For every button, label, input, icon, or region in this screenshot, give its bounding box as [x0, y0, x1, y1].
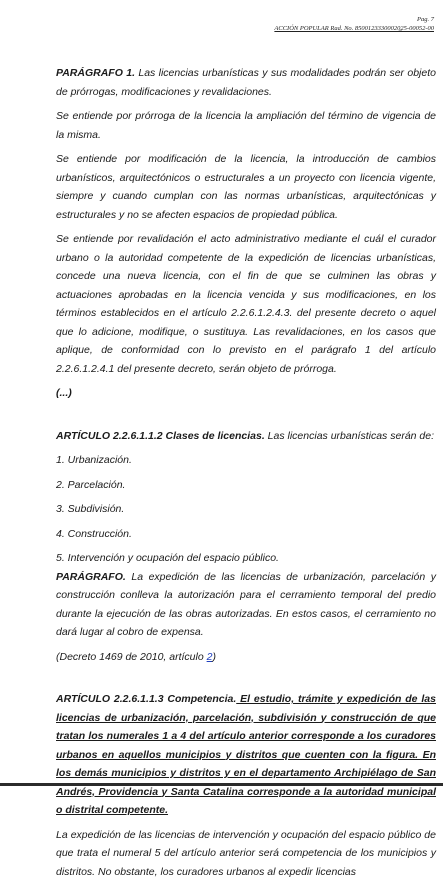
- article-competencia-underlined: El estudio, trámite y expedición de las licencias de urbanización, parcelación, subdivisión y construcción de que tratan los numerales 1 a 4 del artículo anterior corresponde a los curadores urbanos en aquellos municipios y distritos que cuenten con la figura. En los demás municipios y distritos y en el departamento Archipiélago de San Andrés, Providencia y Santa Catalina corresponde a la autoridad municipal o distrital competente.: [56, 693, 436, 816]
- paragrafo-1-text: Las licencias urbanísticas y sus modalidades podrán ser objeto de prórrogas, modificaciones y revalidaciones.: [56, 67, 436, 98]
- list-item: 3. Subdivisión.: [56, 500, 436, 519]
- paragraph-revalidacion: Se entiende por revalidación el acto administrativo mediante el cuál el curador urbano o la autoridad competente de la expedición de licencias urbanísticas, concede una nueva licencia, con el fin de que se culminen las obras y actuaciones aprobadas en la licencia vencida y sus modificaciones, en los términos establecidos en el artículo 2.2.6.1.2.4.3. del presente decreto o aquel que lo adicione, modifique, o sustituya. Las revalidaciones, en los casos que aplique, de conformidad con lo previsto en el parágrafo 1 del artículo 2.2.6.1.2.4.1 del presente decreto, serán objeto de prórroga.: [56, 230, 436, 378]
- list-item: 4. Construcción.: [56, 525, 436, 544]
- list-item: 5. Intervención y ocupación del espacio público.: [56, 549, 436, 568]
- article-clases-text: Las licencias urbanísticas serán de:: [265, 430, 434, 442]
- case-reference: ACCIÓN POPULAR Rad. No. 85001233300020̲25-00052-00: [274, 25, 434, 34]
- citation-link[interactable]: 2: [207, 651, 213, 663]
- article-clases-de-licencias: [56, 427, 436, 446]
- page-header: [274, 16, 434, 33]
- page-number: Pag. 7: [274, 16, 434, 25]
- citation: (Decreto 1469 de 2010, artículo 2): [56, 648, 436, 667]
- paragraph-modificacion: Se entiende por modificación de la licencia, la introducción de cambios urbanísticos, arquitectónicos o estructurales a un proyecto con licencia vigente, siempre y cuando cumplan con las normas urbanísticas, arquitectónicas y estructurales y no se afecten espacios de propiedad pública.: [56, 150, 436, 224]
- ellipsis: (...): [56, 384, 436, 403]
- article-competencia: [56, 690, 436, 820]
- document-body: [56, 64, 436, 881]
- article-clases-heading: ARTÍCULO 2.2.6.1.1.2 Clases de licencias.: [56, 430, 265, 442]
- paragrafo-heading: PARÁGRAFO.: [56, 571, 126, 583]
- paragraph-prorroga: Se entiende por prórroga de la licencia la ampliación del término de vigencia de la misma.: [56, 107, 436, 144]
- list-item: 2. Parcelación.: [56, 476, 436, 495]
- paragrafo-1-heading: PARÁGRAFO 1.: [56, 67, 135, 79]
- article-competencia-heading: ARTÍCULO 2.2.6.1.1.3 Competencia.: [56, 693, 236, 705]
- paragraph-paragrafo: [56, 568, 436, 642]
- paragraph-paragrafo-1: [56, 64, 436, 101]
- list-item: 1. Urbanización.: [56, 451, 436, 470]
- paragraph-competencia-text: La expedición de las licencias de intervención y ocupación del espacio público de que trata el numeral 5 del artículo anterior será competencia de los municipios y distritos. No obstante, los curadores urbanos al expedir licencias: [56, 826, 436, 881]
- paragrafo-text: La expedición de las licencias de urbanización, parcelación y construcción conlleva la autorización para el cerramiento temporal del predio durante la ejecución de las obras autorizadas. En estos casos, el cerramiento no dará lugar al cobro de expensa.: [56, 571, 436, 639]
